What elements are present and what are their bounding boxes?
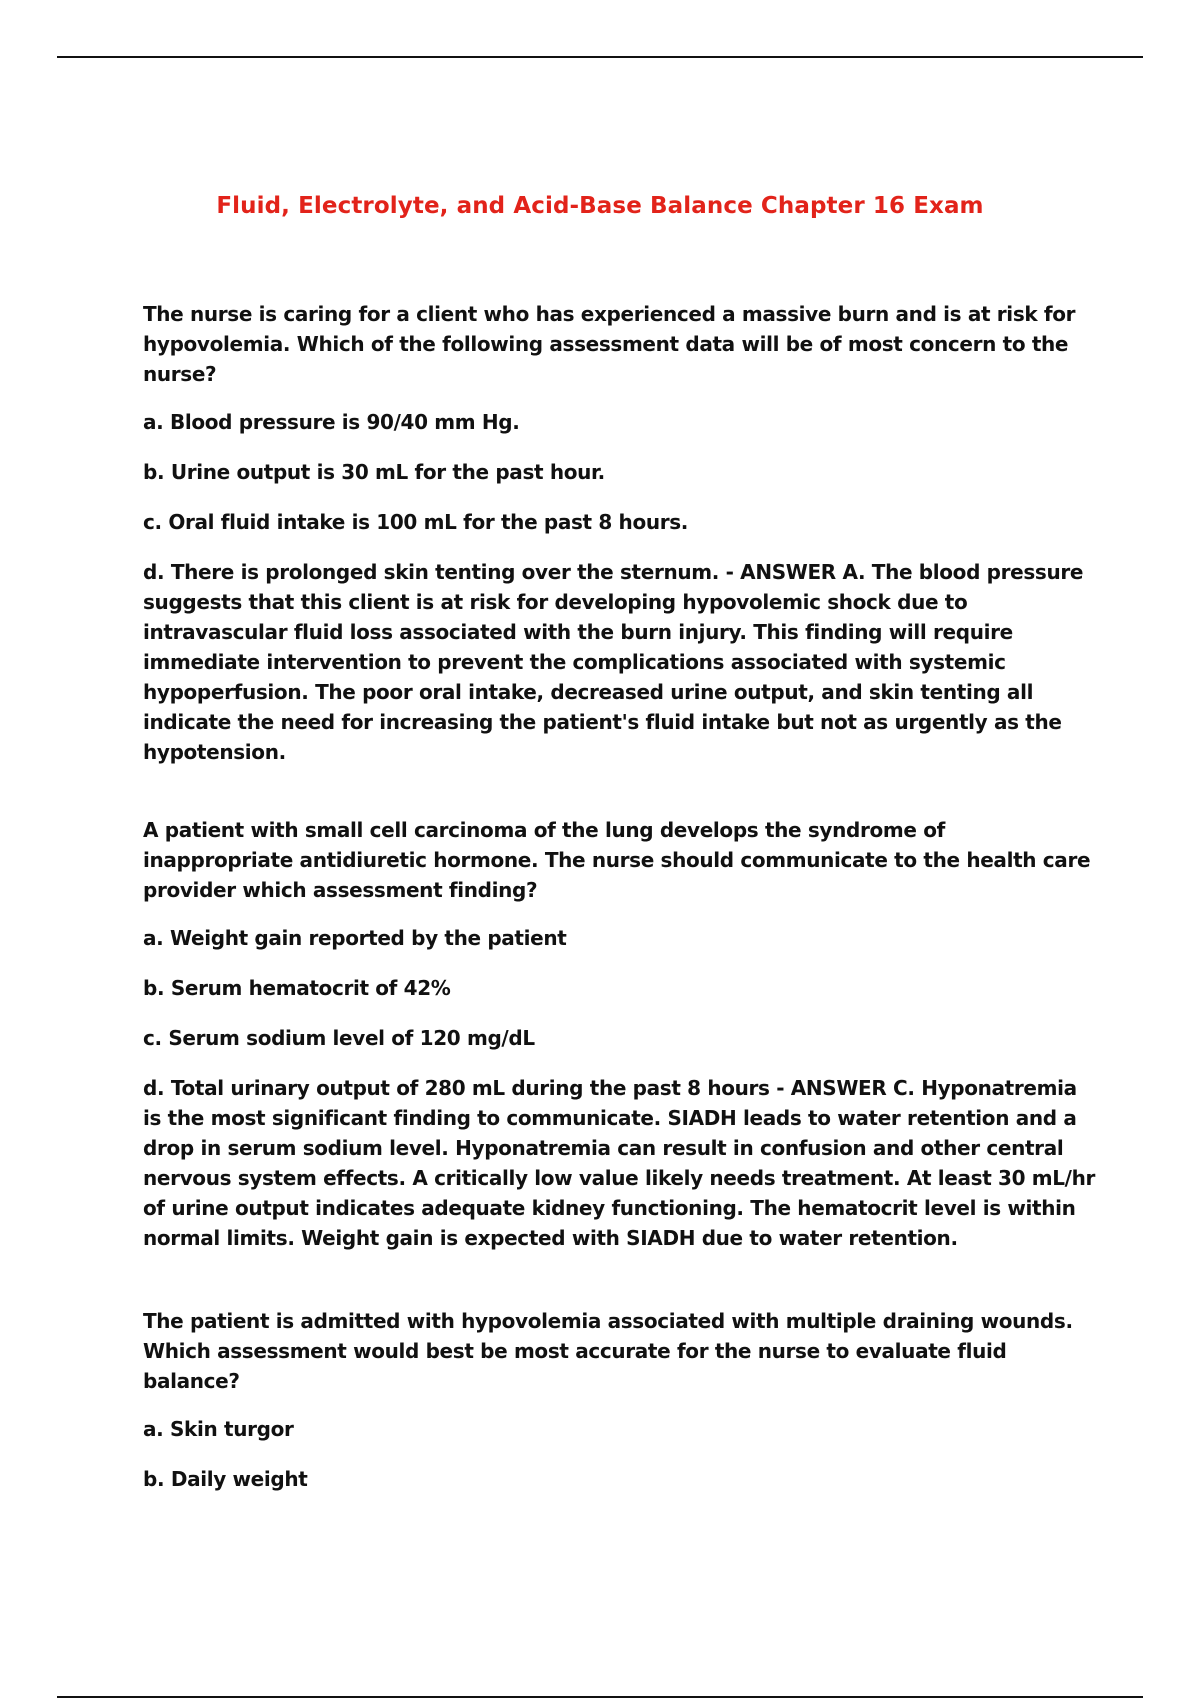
question-1 [143, 299, 1098, 767]
answer-option: b. Daily weight [143, 1467, 308, 1491]
answer-option: b. Urine output is 30 mL for the past hour. [143, 460, 605, 484]
answer-option-with-rationale: d. There is prolonged skin tenting over the sternum. - ANSWER A. The blood pressure suggests that this client is at risk for developing hypovolemic shock due to intravascular fluid loss associated with the burn injury. This finding will require immediate intervention to prevent the complications associated with systemic hypoperfusion. The poor oral intake, decreased urine output, and skin tenting all indicate the need for increasing the patient's fluid intake but not as urgently as the hypotension. [143, 560, 1084, 764]
question-stem: A patient with small cell carcinoma of the lung develops the syndrome of inappropriate antidiuretic hormone. The nurse should communicate to the health care provider which assessment finding? [143, 818, 1091, 902]
answer-option: b. Serum hematocrit of 42% [143, 976, 451, 1000]
answer-option: a. Skin turgor [143, 1417, 294, 1441]
question-stem: The nurse is caring for a client who has experienced a massive burn and is at risk for hypovolemia. Which of the following assessment data will be of most concern to the nurse? [143, 302, 1076, 386]
question-stem: The patient is admitted with hypovolemia associated with multiple draining wounds. Which assessment would best be most accurate for the nurse to evaluate fluid balance? [143, 1309, 1073, 1393]
answer-option: c. Oral fluid intake is 100 mL for the past 8 hours. [143, 510, 689, 534]
answer-option: c. Serum sodium level of 120 mg/dL [143, 1026, 535, 1050]
question-3 [143, 1306, 1098, 1494]
answer-option: a. Blood pressure is 90/40 mm Hg. [143, 410, 520, 434]
document-body [143, 299, 1098, 1542]
document-title: Fluid, Electrolyte, and Acid-Base Balance Chapter 16 Exam [216, 193, 984, 219]
answer-option: a. Weight gain reported by the patient [143, 926, 567, 950]
header-rule [57, 56, 1143, 58]
answer-option-with-rationale: d. Total urinary output of 280 mL during the past 8 hours - ANSWER C. Hyponatremia is the most significant finding to communicate. SIADH leads to water retention and a drop in serum sodium level. Hyponatremia can result in confusion and other central nervous system effects. A critically low value likely needs treatment. At least 30 mL/hr of urine output indicates adequate kidney functioning. The hematocrit level is within normal limits. Weight gain is expected with SIADH due to water retention. [143, 1076, 1096, 1250]
question-2 [143, 815, 1098, 1253]
footer-rule [57, 1696, 1143, 1698]
